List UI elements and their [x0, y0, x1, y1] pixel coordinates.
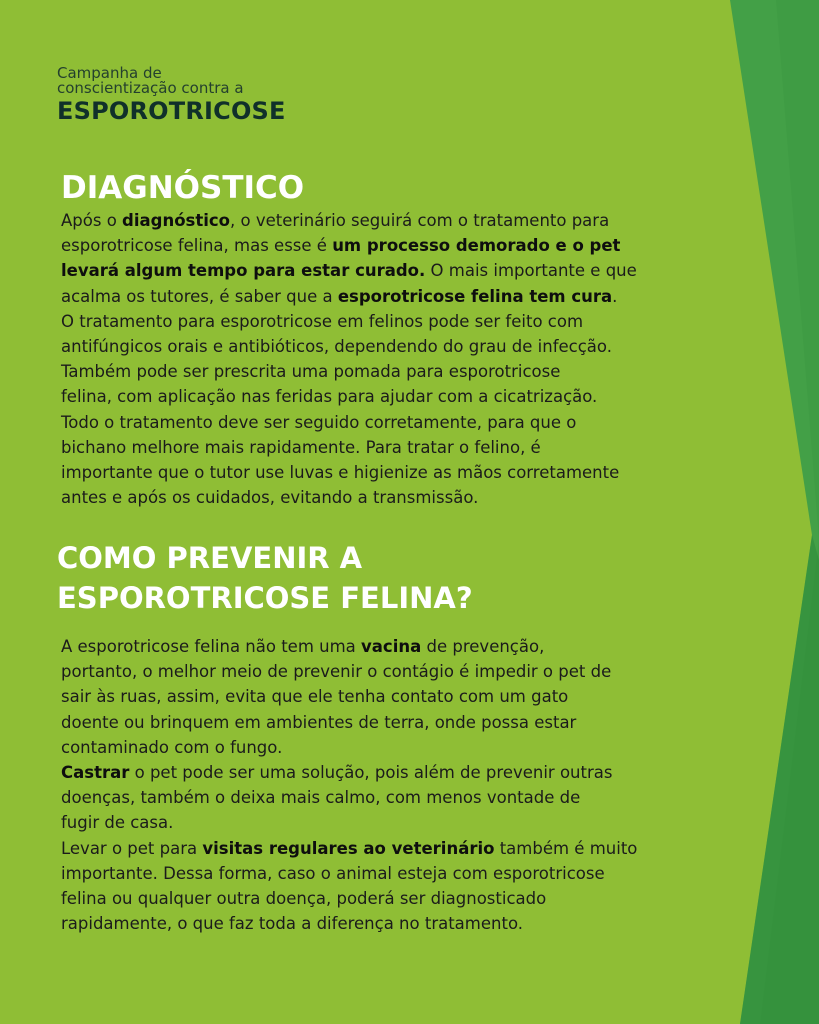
bold-text: levará algum tempo para estar curado.	[61, 261, 426, 281]
prevenir-heading-line-1: COMO PREVENIR A	[57, 541, 363, 575]
text-line: antes e após os cuidados, evitando a transmissão.	[61, 488, 479, 508]
bold-text: vacina	[361, 637, 422, 656]
bold-text: diagnóstico	[122, 211, 231, 230]
text-run: O mais importante e que	[425, 261, 637, 281]
text-line	[61, 634, 641, 659]
text-run: , o veterinário seguirá com o tratamento para	[230, 211, 610, 230]
text-line	[61, 760, 641, 785]
prevenir-paragraph	[61, 634, 641, 936]
prevenir-heading-line-2: ESPOROTRICOSE FELINA?	[57, 581, 473, 615]
text-line: O tratamento para esporotricose em felinos pode ser feito com	[61, 311, 584, 331]
brand-line-2: conscientização contra a	[57, 79, 244, 97]
text-line: felina, com aplicação nas feridas para ajudar com a cicatrização.	[61, 387, 598, 407]
text-run: A esporotricose felina não tem uma	[61, 637, 362, 656]
text-run: o pet pode ser uma solução, pois além de prevenir outras	[129, 763, 613, 783]
text-line: Também pode ser prescrita uma pomada para esporotricose	[61, 362, 561, 382]
text-line	[61, 208, 641, 233]
text-line: importante que o tutor use luvas e higienize as mãos corretamente	[61, 463, 620, 483]
text-line: bichano melhore mais rapidamente. Para tratar o felino, é	[61, 437, 541, 457]
text-line: rapidamente, o que faz toda a diferença no tratamento.	[61, 914, 523, 934]
bold-text: visitas regulares ao veterinário	[202, 838, 495, 858]
diagnostico-paragraph	[61, 208, 641, 510]
text-line: importante. Dessa forma, caso o animal esteja com esporotricose	[61, 863, 605, 883]
text-line: doenças, também o deixa mais calmo, com menos vontade de	[61, 788, 581, 808]
bold-text: esporotricose felina tem cura	[337, 286, 613, 306]
text-run: Após o	[61, 211, 123, 230]
text-run: de prevenção,	[421, 637, 545, 656]
text-line	[61, 258, 641, 283]
prevenir-heading	[57, 538, 617, 618]
bold-text: Castrar	[61, 763, 130, 783]
text-line: portanto, o melhor meio de prevenir o contágio é impedir o pet de	[61, 662, 612, 682]
text-line: sair às ruas, assim, evita que ele tenha contato com um gato	[61, 687, 569, 707]
text-line: fugir de casa.	[61, 813, 174, 833]
bold-text: um processo demorado e o pet	[332, 236, 621, 256]
text-run: também é muito	[494, 838, 638, 858]
text-run: .	[612, 286, 618, 306]
text-line	[61, 836, 641, 861]
text-run: esporotricose felina, mas esse é	[61, 236, 333, 256]
text-run: Levar o pet para	[61, 838, 203, 858]
diagnostico-heading: DIAGNÓSTICO	[61, 170, 305, 206]
text-line: Todo o tratamento deve ser seguido corretamente, para que o	[61, 412, 577, 432]
text-line	[61, 284, 641, 309]
text-line: felina ou qualquer outra doença, poderá ser diagnosticado	[61, 889, 547, 909]
text-run: acalma os tutores, é saber que a	[61, 286, 338, 306]
brand-title: ESPOROTRICOSE	[57, 97, 286, 125]
text-line: doente ou brinquem em ambientes de terra, onde possa estar	[61, 712, 577, 732]
brand-line-1: Campanha de	[57, 64, 162, 82]
text-line	[61, 233, 641, 258]
text-line: contaminado com o fungo.	[61, 737, 283, 757]
campaign-brand	[57, 66, 317, 124]
text-line: antifúngicos orais e antibióticos, dependendo do grau de infecção.	[61, 337, 612, 357]
